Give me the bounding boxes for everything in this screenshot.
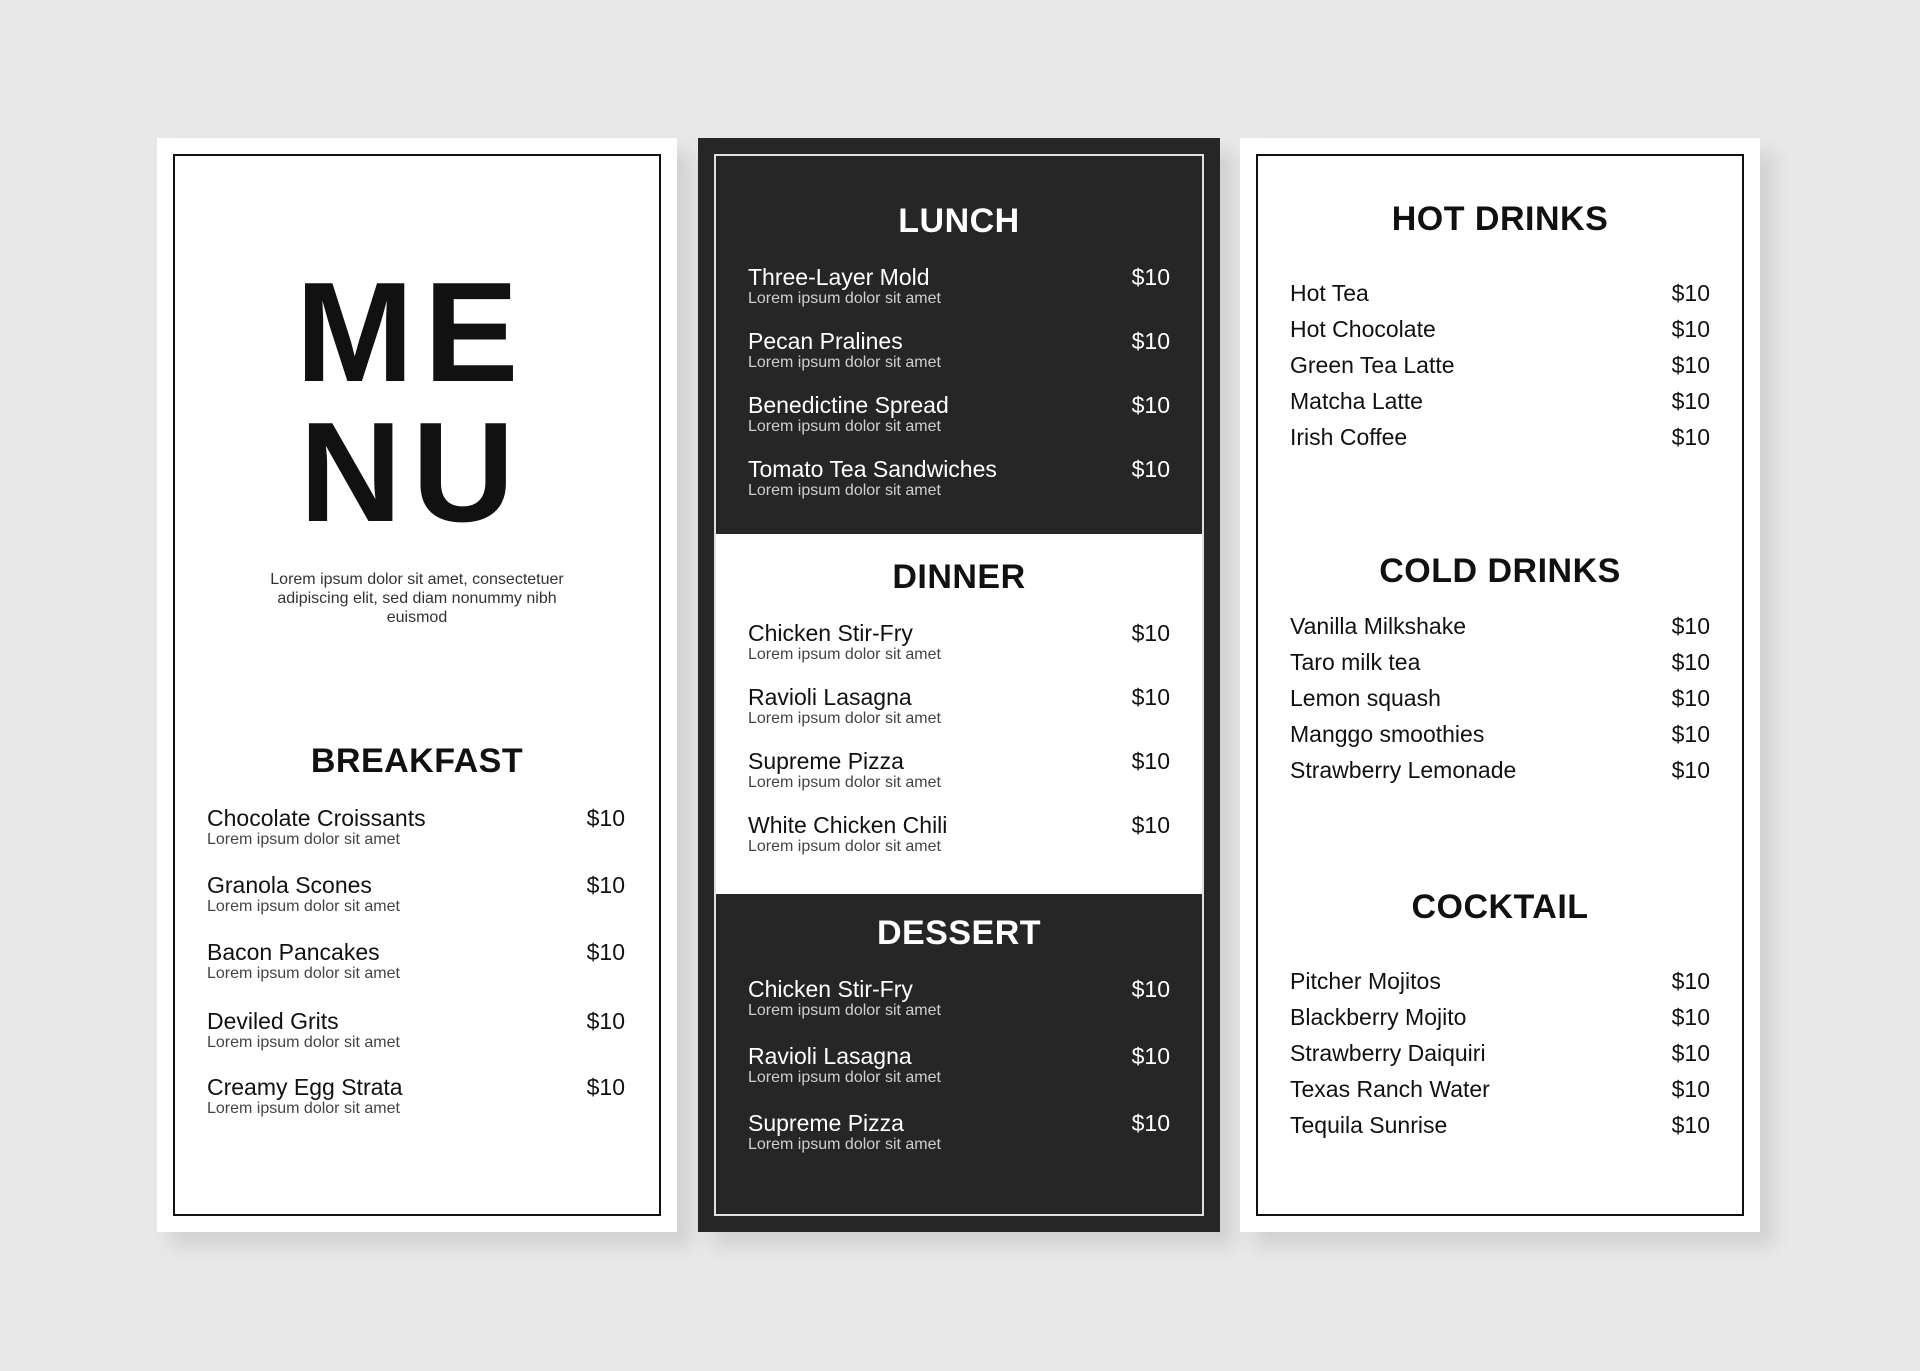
item-description: Lorem ipsum dolor sit amet	[207, 1034, 400, 1051]
item-name: Matcha Latte	[1290, 388, 1423, 414]
list-item	[1290, 424, 1710, 460]
item-price: $10	[1671, 613, 1710, 639]
item-name: Strawberry Daiquiri	[1290, 1040, 1486, 1066]
item-price: $10	[1671, 1076, 1710, 1102]
list-item	[1290, 1040, 1710, 1076]
item-price: $10	[1671, 757, 1710, 783]
list-item	[1290, 685, 1710, 721]
item-price: $10	[1671, 968, 1710, 994]
item-name: Supreme Pizza	[748, 1110, 904, 1136]
item-name: Hot Chocolate	[1290, 316, 1436, 342]
list-item	[1290, 613, 1710, 649]
list-item	[1290, 1076, 1710, 1112]
item-description: Lorem ipsum dolor sit amet	[748, 482, 941, 499]
item-description: Lorem ipsum dolor sit amet	[207, 965, 400, 982]
item-price: $10	[1131, 976, 1170, 1002]
item-price: $10	[1671, 1112, 1710, 1138]
hot-drinks-list	[1290, 280, 1710, 460]
dessert-heading: DESSERT	[876, 914, 1042, 952]
item-name: Three-Layer Mold	[748, 264, 930, 290]
item-name: Chicken Stir-Fry	[748, 976, 913, 1002]
item-name: Creamy Egg Strata	[207, 1074, 403, 1100]
breakfast-heading: BREAKFAST	[310, 742, 524, 780]
item-price: $10	[1671, 649, 1710, 675]
item-description: Lorem ipsum dolor sit amet	[207, 1100, 400, 1117]
item-price: $10	[1131, 264, 1170, 290]
item-price: $10	[1671, 280, 1710, 306]
item-description: Lorem ipsum dolor sit amet	[748, 710, 941, 727]
item-price: $10	[1671, 721, 1710, 747]
item-description: Lorem ipsum dolor sit amet	[207, 831, 400, 848]
list-item	[1290, 388, 1710, 424]
item-price: $10	[1671, 685, 1710, 711]
item-name: Vanilla Milkshake	[1290, 613, 1466, 639]
item-name: Lemon squash	[1290, 685, 1441, 711]
list-item	[1290, 757, 1710, 793]
item-name: Pecan Pralines	[748, 328, 903, 354]
item-price: $10	[1671, 316, 1710, 342]
item-name: Granola Scones	[207, 872, 372, 898]
item-description: Lorem ipsum dolor sit amet	[748, 290, 941, 307]
item-name: Blackberry Mojito	[1290, 1004, 1467, 1030]
item-name: Hot Tea	[1290, 280, 1369, 306]
list-item	[1290, 1004, 1710, 1040]
item-description: Lorem ipsum dolor sit amet	[748, 774, 941, 791]
item-name: Strawberry Lemonade	[1290, 757, 1517, 783]
item-name: Pitcher Mojitos	[1290, 968, 1441, 994]
item-name: Chicken Stir-Fry	[748, 620, 913, 646]
item-description: Lorem ipsum dolor sit amet	[748, 1002, 941, 1019]
item-description: Lorem ipsum dolor sit amet	[748, 418, 941, 435]
item-name: Chocolate Croissants	[207, 805, 426, 831]
cocktail-list	[1290, 968, 1710, 1148]
item-price: $10	[586, 805, 625, 831]
item-price: $10	[1671, 352, 1710, 378]
list-item	[1290, 1112, 1710, 1148]
list-item	[1290, 352, 1710, 388]
item-price: $10	[1131, 684, 1170, 710]
item-price: $10	[1671, 1040, 1710, 1066]
item-price: $10	[1671, 424, 1710, 450]
item-price: $10	[586, 939, 625, 965]
item-name: Tomato Tea Sandwiches	[748, 456, 997, 482]
cocktail-heading: COCKTAIL	[1411, 888, 1589, 926]
item-description: Lorem ipsum dolor sit amet	[748, 1136, 941, 1153]
item-price: $10	[586, 1008, 625, 1034]
list-item	[1290, 316, 1710, 352]
item-price: $10	[586, 872, 625, 898]
item-name: Manggo smoothies	[1290, 721, 1485, 747]
drinks-panel	[1240, 138, 1760, 1232]
item-description: Lorem ipsum dolor sit amet	[748, 646, 941, 663]
item-price: $10	[1131, 1110, 1170, 1136]
item-name: Tequila Sunrise	[1290, 1112, 1448, 1138]
item-name: Bacon Pancakes	[207, 939, 380, 965]
cold-drinks-list	[1290, 613, 1710, 793]
item-price: $10	[1131, 328, 1170, 354]
menu-title	[157, 253, 677, 552]
list-item	[1290, 649, 1710, 685]
item-description: Lorem ipsum dolor sit amet	[748, 838, 941, 855]
item-name: Irish Coffee	[1290, 424, 1408, 450]
item-price: $10	[1131, 1043, 1170, 1069]
item-price: $10	[1131, 748, 1170, 774]
list-item	[1290, 968, 1710, 1004]
meals-panel	[698, 138, 1220, 1232]
item-price: $10	[1131, 456, 1170, 482]
item-name: Texas Ranch Water	[1290, 1076, 1490, 1102]
item-description: Lorem ipsum dolor sit amet	[748, 354, 941, 371]
item-description: Lorem ipsum dolor sit amet	[748, 1069, 941, 1086]
item-name: Green Tea Latte	[1290, 352, 1455, 378]
item-price: $10	[1671, 1004, 1710, 1030]
item-price: $10	[1131, 620, 1170, 646]
item-name: Benedictine Spread	[748, 392, 949, 418]
item-name: White Chicken Chili	[748, 812, 948, 838]
menu-cover-panel	[157, 138, 677, 1232]
item-name: Taro milk tea	[1290, 649, 1421, 675]
menu-title-line-2: NU	[299, 393, 525, 552]
item-price: $10	[1131, 392, 1170, 418]
item-name: Ravioli Lasagna	[748, 684, 912, 710]
item-name: Supreme Pizza	[748, 748, 904, 774]
cold-drinks-heading: COLD DRINKS	[1379, 552, 1621, 590]
list-item	[1290, 721, 1710, 757]
item-price: $10	[586, 1074, 625, 1100]
menu-tagline: Lorem ipsum dolor sit amet, consectetuer adipiscing elit, sed diam nonummy nibh euismod	[270, 571, 564, 626]
list-item	[1290, 280, 1710, 316]
item-price: $10	[1671, 388, 1710, 414]
hot-drinks-heading: HOT DRINKS	[1391, 200, 1609, 238]
lunch-heading: LUNCH	[898, 202, 1020, 240]
item-name: Deviled Grits	[207, 1008, 339, 1034]
dinner-heading: DINNER	[892, 558, 1026, 596]
item-name: Ravioli Lasagna	[748, 1043, 912, 1069]
menu-title-line-1: ME	[295, 253, 529, 412]
item-description: Lorem ipsum dolor sit amet	[207, 898, 400, 915]
item-price: $10	[1131, 812, 1170, 838]
